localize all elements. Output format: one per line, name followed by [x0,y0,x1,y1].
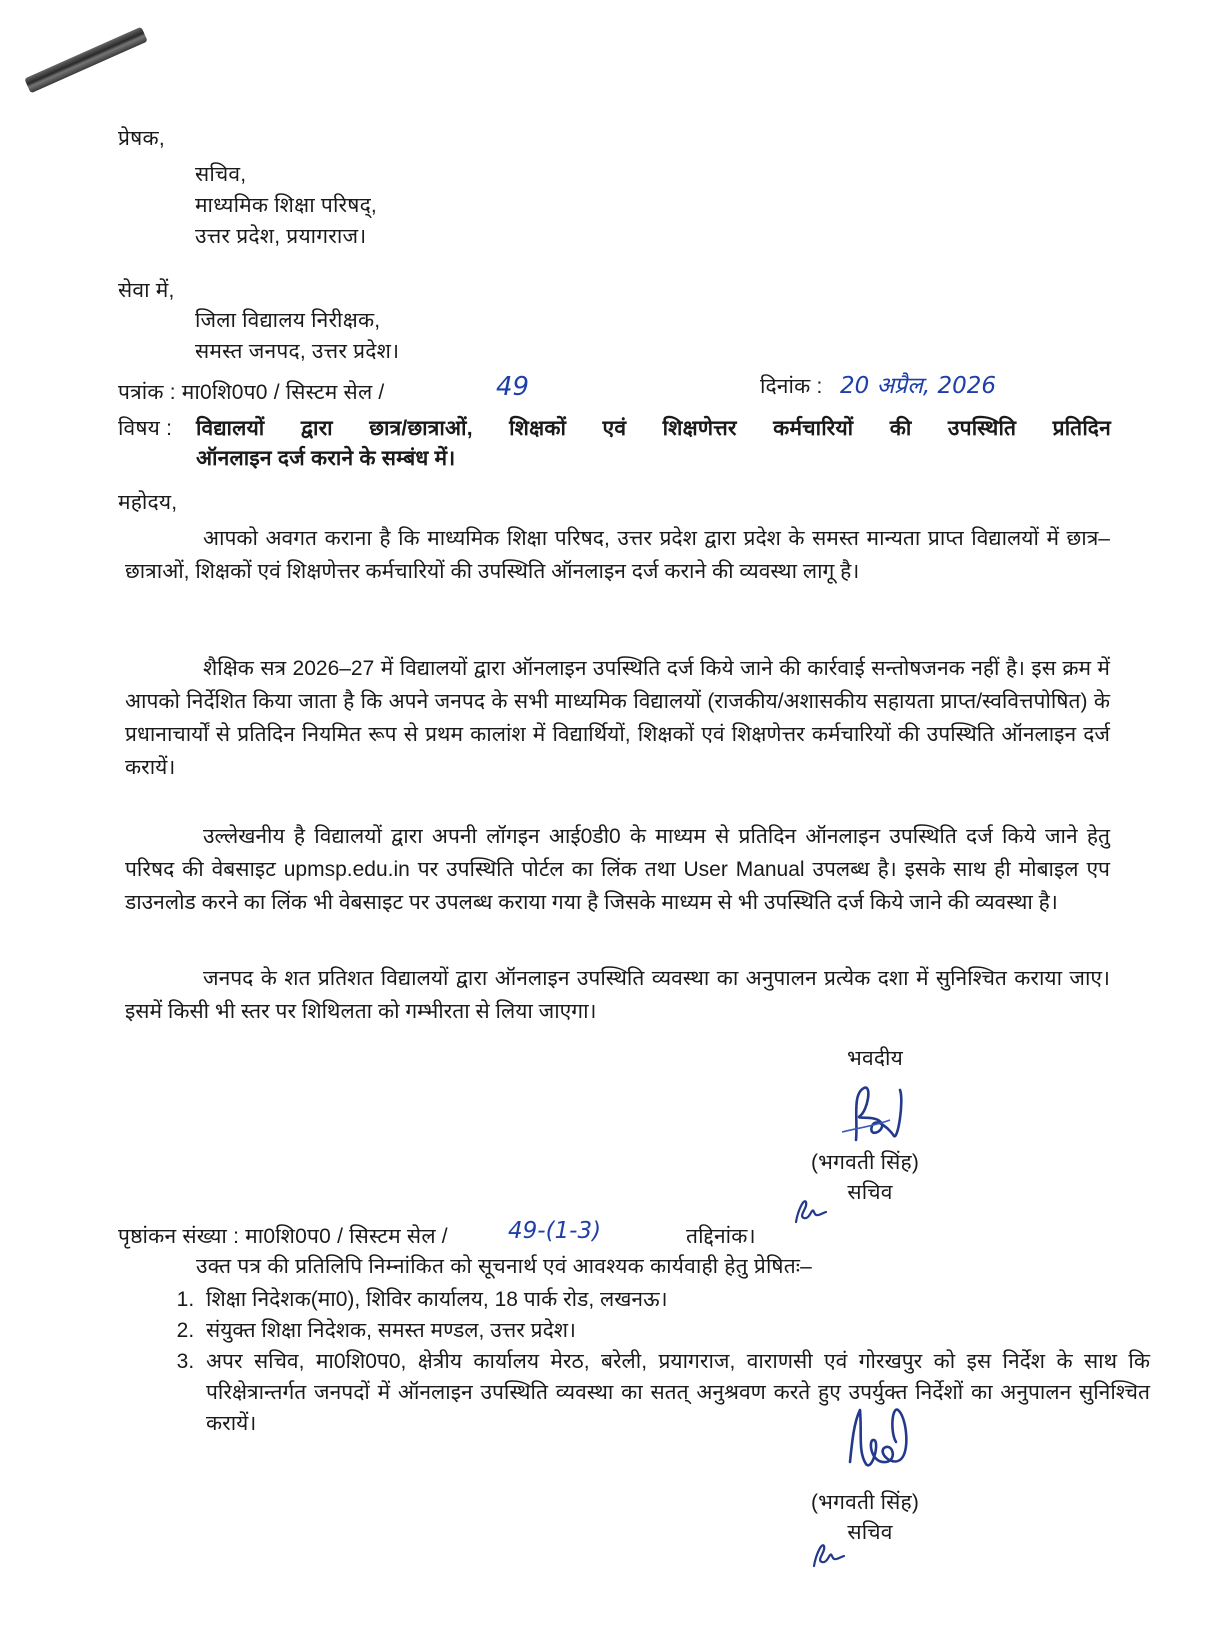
body-paragraph: जनपद के शत प्रतिशत विद्यालयों द्वारा ऑनलाइन उपस्थिति व्यवस्था का अनुपालन प्रत्येक दशा में सुनिश्चित कराया जाए। इसमें किसी भी स्तर पर शिथिलता को गम्भीरता से लिया जाएगा। [125,967,1110,1023]
copy-item: 3. अपर सचिव, मा0शि0प0, क्षेत्रीय कार्यालय मेरठ, बरेली, प्रयागराज, वाराणसी एवं गोरखपुर को इस निर्देश के साथ कि परिक्षेत्रान्तर्गत जनपदों में ऑनलाइन उपस्थिति व्यवस्था का सतत् अनुश्रवण करते हुए उपर्युक्त निर्देशों का अनुपालन सुनिश्चित करायें। [200,1346,1150,1439]
recipient-line: जिला विद्यालय निरीक्षक, [195,309,381,332]
signature-icon [840,1402,920,1477]
subject-label: विषय : [118,417,173,440]
salutation: महोदय, [118,491,178,514]
subject-line: ऑनलाइन दर्ज कराने के सम्बंध में। [196,447,456,470]
sender-line: उत्तर प्रदेश, प्रयागराज। [195,225,367,248]
signatory-name: (भगवती सिंह) [810,1491,920,1514]
recipient-line: समस्त जनपद, उत्तर प्रदेश। [195,340,400,363]
endorsement-suffix: तद्दिनांक। [686,1225,756,1248]
endorsement-intro: उक्त पत्र की प्रतिलिपि निम्नांकित को सूचनार्थ एवं आवश्यक कार्यवाही हेतु प्रेषितः– [196,1255,813,1278]
date-value: 20 अप्रैल, 2026 [840,373,996,399]
subject-line: विद्यालयों द्वारा छात्र/छात्राओं, शिक्षकों एवं शिक्षणेत्तर कर्मचारियों की उपस्थिति प्रतिदिन [196,417,1111,440]
signatory-designation: सचिव [847,1181,893,1204]
date-label: दिनांक : [760,375,823,398]
sender-line: सचिव, [195,163,247,186]
initials-icon [808,1536,848,1572]
copy-item: 1. शिक्षा निदेशक(मा0), शिविर कार्यालय, 18 पार्क रोड, लखनऊ। [200,1284,1150,1315]
copy-list [160,1284,1150,1439]
sender-line: माध्यमिक शिक्षा परिषद्, [195,194,377,217]
signature-icon [838,1080,918,1150]
signatory-designation: सचिव [847,1521,893,1544]
closing: भवदीय [846,1047,903,1070]
body-paragraph: आपको अवगत कराना है कि माध्यमिक शिक्षा परिषद, उत्तर प्रदेश द्वारा प्रदेश के समस्त मान्यता प्राप्त विद्यालयों में छात्र–छात्राओं, शिक्षकों एवं शिक्षणेत्तर कर्मचारियों की उपस्थिति ऑनलाइन दर्ज कराने की व्यवस्था लागू है। [125,527,1110,583]
body-paragraph: उल्लेखनीय है विद्यालयों द्वारा अपनी लॉगइन आई0डी0 के माध्यम से प्रतिदिन ऑनलाइन उपस्थिति दर्ज किये जाने हेतु परिषद की वेबसाइट upmsp.edu.in पर उपस्थिति पोर्टल का लिंक तथा User Manual उपलब्ध है। इसके साथ ही मोबाइल एप डाउनलोड करने का लिंक भी वेबसाइट पर उपलब्ध कराया गया है जिसके माध्यम से भी उपस्थिति दर्ज किये जाने की व्यवस्था है। [125,825,1110,914]
reference-label: पत्रांक : मा0शि0प0 / सिस्टम सेल / [118,381,385,404]
body-paragraph: शैक्षिक सत्र 2026–27 में विद्यालयों द्वारा ऑनलाइन उपस्थिति दर्ज किये जाने की कार्रवाई सन्तोषजनक नहीं है। इस क्रम में आपको निर्देशित किया जाता है कि अपने जनपद के सभी माध्यमिक विद्यालयों (राजकीय/अशासकीय सहायता प्राप्त/स्ववित्तपोषित) के प्रधानाचार्यों से प्रतिदिन नियमित रूप से प्रथम कालांश में विद्यार्थियों, शिक्षकों एवं शिक्षणेत्तर कर्मचारियों की उपस्थिति ऑनलाइन दर्ज करायें। [125,657,1110,779]
endorsement-label: पृष्ठांकन संख्या : मा0शि0प0 / सिस्टम सेल / [118,1225,448,1248]
copy-item: 2. संयुक्त शिक्षा निदेशक, समस्त मण्डल, उत्तर प्रदेश। [200,1315,1150,1346]
staple-mark [24,27,147,94]
endorsement-number: 49-(1-3) [508,1218,602,1244]
reference-number: 49 [496,372,530,402]
recipient-label: सेवा में, [118,279,175,302]
sender-label: प्रेषक, [118,127,165,150]
signatory-name: (भगवती सिंह) [810,1151,920,1174]
initials-icon [790,1192,830,1228]
